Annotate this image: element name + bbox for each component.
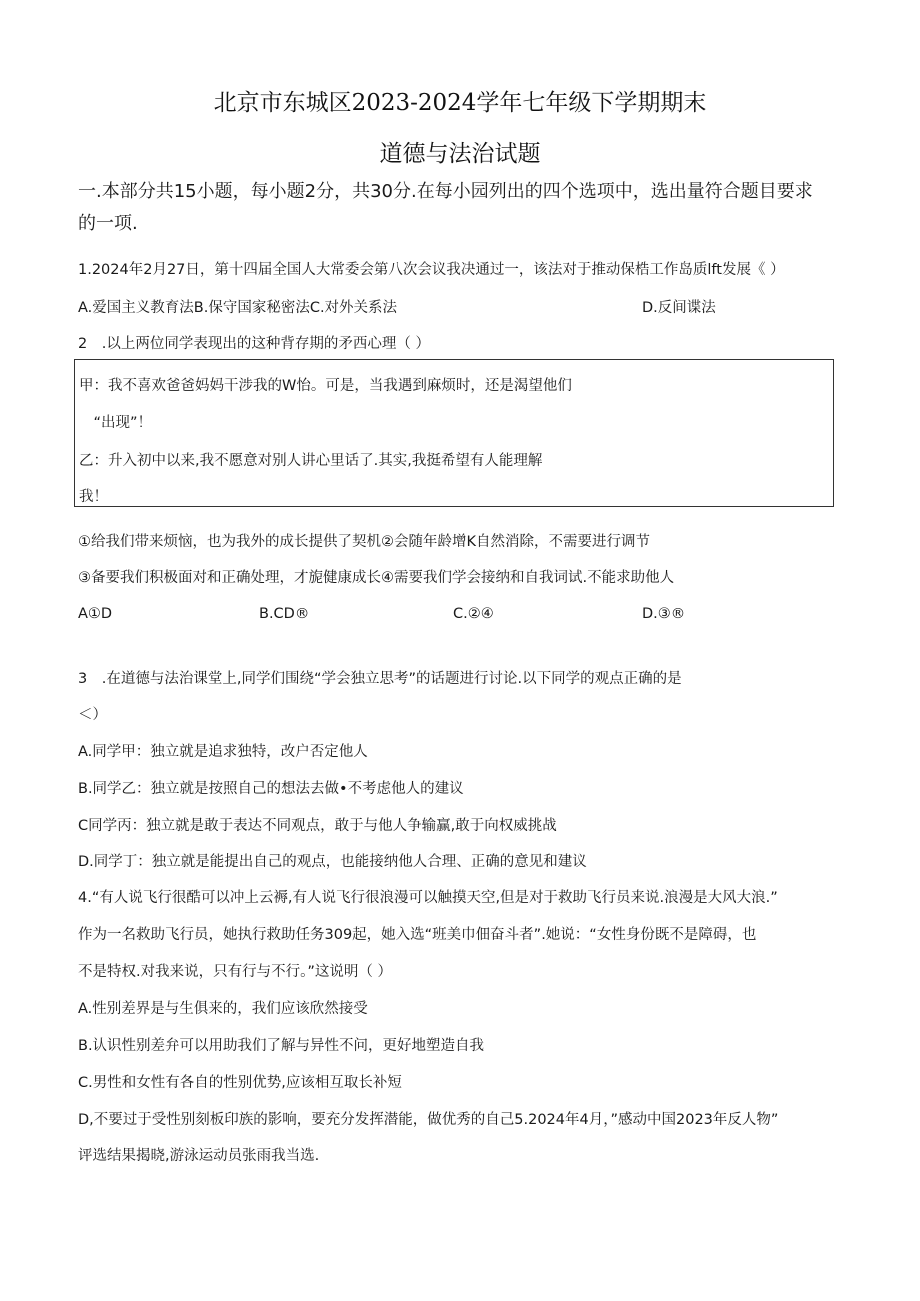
question-5-stem-cont: 评选结果揭晓,游泳运动员张雨我当选. <box>78 1148 320 1164</box>
question-2-stem: 2 .以上两位同学表现出的这种背存期的矛西心理（ ） <box>78 336 430 352</box>
question-1-option-d: D.反间谍法 <box>642 300 716 316</box>
section-instructions: 一.本部分共15小题，每小题2分，共30分.在每小园列出的四个选项中，选出量符合题目要求的一项. <box>78 181 813 234</box>
question-2-option-c: C.②④ <box>453 606 494 622</box>
dialogue-line: 甲：我不喜欢爸爸妈妈干涉我的W怡。可是，当我遇到麻烦时，还是渴望他们 <box>79 378 572 394</box>
question-3-option-a: A.同学甲：独立就是追求独特，改户否定他人 <box>78 744 368 760</box>
question-4-stem-cont: 作为一名救助飞行员，她执行救助任务309起，她入选“班美巾佃奋斗者”.她说：“女性身份既不是障碍，也 <box>78 927 757 943</box>
question-3-stem-cont: ＜） <box>78 707 107 723</box>
question-2-statement: ①给我们带来烦恼，也为我外的成长提供了契机②会随年龄增K自然消除，不需要进行调节 <box>78 534 651 550</box>
dialogue-line: 乙：升入初中以来,我不愿意对别人讲心里话了.其实,我挺希望有人能理解 <box>79 453 543 469</box>
exam-subtitle: 道德与法治试题 <box>379 141 541 167</box>
question-4-stem: 4.“有人说飞行很酷可以冲上云褥,有人说飞行很浪漫可以触摸天空,但是对于救助飞行员来说.浪漫是大风大浪.” <box>78 890 778 906</box>
question-2-option-a: A①D <box>78 606 113 622</box>
question-4-stem-cont: 不是特权.对我来说，只有行与不行。”这说明（ ） <box>78 964 392 980</box>
question-2-option-b: B.CD® <box>259 606 310 622</box>
question-3-option-c: C同学丙：独立就是敢于表达不同观点，敢于与他人争输赢,敢于向权威挑战 <box>78 818 557 834</box>
question-3-stem: 3 .在道德与法治课堂上,同学们围绕“学会独立思考”的话题进行讨论.以下同学的观点正确的是 <box>78 671 682 687</box>
question-1-stem: 1.2024年2月27日，第十四届全国人大常委会第八次会议我决通过一，该法对于推动保梏工作岛质lft发展《 ） <box>78 262 785 278</box>
dialogue-line: “出现”！ <box>79 415 153 431</box>
question-4-option-a: A.性别差界是与生俱来的，我们应该欣然接受 <box>78 1001 368 1017</box>
question-2-option-d: D.③® <box>642 606 686 622</box>
question-3-option-d: D.同学丁：独立就是能提出自己的观点，也能接纳他人合理、正确的意见和建议 <box>78 854 587 870</box>
question-1-options-abc: A.爱国主义教育法B.保守国家秘密法C.对外关系法 <box>78 300 398 316</box>
question-2-dialogue-box <box>74 359 834 507</box>
question-4-option-d: D,不要过于受性别刻板印族的影响，要充分发挥潜能，做优秀的自己5.2024年4月，”感动中国2023年反人物” <box>78 1112 779 1128</box>
dialogue-line: 我！ <box>79 489 108 505</box>
question-4-option-b: B.认识性别差弁可以用助我们了解与异性不问，更好地塑造自我 <box>78 1038 485 1054</box>
question-3-option-b: B.同学乙：独立就是按照自己的想法去做•不考虑他人的建议 <box>78 781 464 797</box>
exam-title: 北京市东城区2023-2024学年七年级下学期期末 <box>213 90 707 116</box>
question-2-statement: ③备要我们积极面对和正确处理，才旎健康成长④需要我们学会接纳和自我词试.不能求助他人 <box>78 570 675 586</box>
question-4-option-c: C.男性和女性有各自的性别优势,应该相互取长补短 <box>78 1075 402 1091</box>
